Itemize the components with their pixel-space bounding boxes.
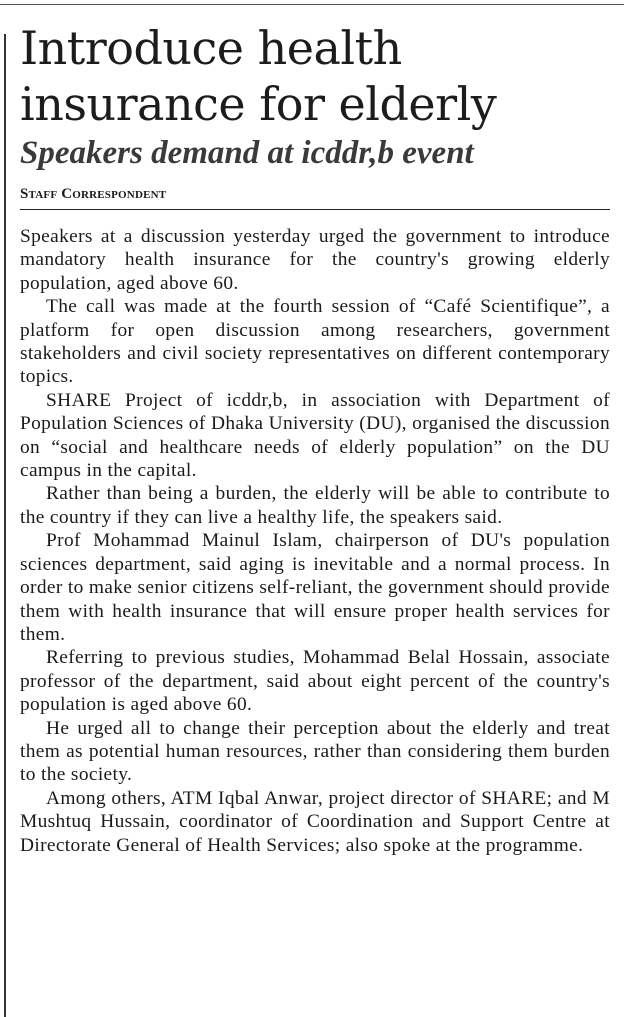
article-subheadline: Speakers demand at icddr,b event <box>20 135 474 171</box>
left-column-rule <box>4 34 6 1017</box>
news-article <box>20 20 610 857</box>
paragraph: Among others, ATM Iqbal Anwar, project director of SHARE; and M Mushtuq Hussain, coordinator of Coordination and Support Centre at Directorate General of Health Services; also spoke at the programme. <box>20 787 610 856</box>
paragraph: SHARE Project of icddr,b, in association with Department of Population Sciences of Dhaka University (DU), organised the discussion on “social and healthcare needs of elderly population” on the DU campus in the capital. <box>20 389 610 482</box>
paragraph: Speakers at a discussion yesterday urged the government to introduce mandatory health insurance for the country's growing elderly population, aged above 60. <box>20 226 610 294</box>
paragraph: The call was made at the fourth session of “Café Scientifique”, a platform for open discussion among researchers, government stakeholders and civil society representatives on different contemporary topics. <box>20 296 610 388</box>
paragraph: Rather than being a burden, the elderly will be able to contribute to the country if they can live a healthy life, the speakers said. <box>20 483 610 528</box>
paragraph: Referring to previous studies, Mohammad Belal Hossain, associate professor of the department, said about eight percent of the country's population is aged above 60. <box>20 647 610 716</box>
article-headline: Introduce health insurance for elderly <box>20 21 497 131</box>
top-border-rule <box>0 4 624 5</box>
byline-divider <box>20 209 610 210</box>
article-byline: Staff Correspondent <box>20 186 167 202</box>
paragraph: He urged all to change their perception about the elderly and treat them as potential human resources, rather than considering them burden to the society. <box>20 717 610 786</box>
article-body <box>20 225 610 857</box>
paragraph: Prof Mohammad Mainul Islam, chairperson of DU's population sciences department, said aging is inevitable and a normal process. In order to make senior citizens self-reliant, the government should provide them with health insurance that will ensure proper health services for them. <box>20 530 610 645</box>
